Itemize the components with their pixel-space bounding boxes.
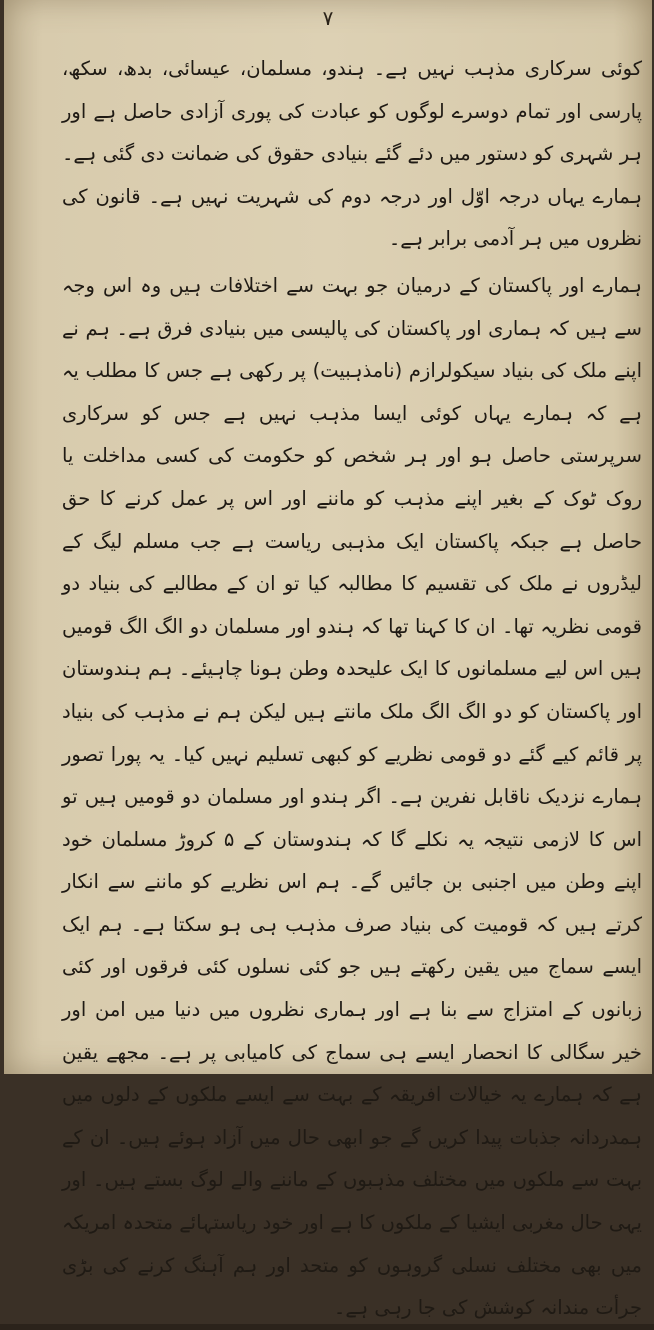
paragraph-1: کوئی سرکاری مذہب نہیں ہے۔ ہندو، مسلمان، عیسائی، بدھ، سکھ، پارسی اور تمام دوسرے لوگوں کو عبادت کی پوری آزادی حاصل ہے اور ہر شہری کو دستور میں دئے گئے بنیادی حقوق کی ضمانت دی گئی ہے۔ ہمارے یہاں درجہ اوّل اور درجہ دوم کی شہریت نہیں ہے۔ قانون کی نظروں میں ہر آدمی برابر ہے۔ [62,57,642,251]
paragraph-2: ہمارے اور پاکستان کے درمیان جو بہت سے اختلافات ہیں وہ اس وجہ سے ہیں کہ ہماری اور پاکستان کی پالیسی میں بنیادی فرق ہے۔ ہم نے اپنے ملک کی بنیاد سیکولرازم (نامذہبیت) پر رکھی ہے جس کا مطلب یہ ہے کہ ہمارے یہاں کوئی ایسا مذہب نہیں ہے جس کو سرکاری سرپرستی حاصل ہو اور ہر شخص کو حکومت کی کسی مداخلت یا روک ٹوک کے بغیر اپنے مذہب کو ماننے اور اس پر عمل کرنے کا حق حاصل ہے جبکہ پاکستان ایک مذہبی ریاست ہے جب مسلم لیگ کے لیڈروں نے ملک کی تقسیم کا مطالبہ کیا تو ان کے مطالبے کی بنیاد دو قومی نظریہ تھا۔ ان کا کہنا تھا کہ ہندو اور مسلمان دو الگ الگ قومیں ہیں اس لیے مسلمانوں کا ایک علیحدہ وطن ہونا چاہیئے۔ ہم ہندوستان اور پاکستان کو دو الگ الگ ملک مانتے ہیں لیکن ہم نے مذہب کی بنیاد پر قائم کیے گئے دو قومی نظریے کو کبھی تسلیم نہیں کیا۔ یہ پورا تصور ہمارے نزدیک ناقابل نفرین ہے۔ اگر ہندو اور مسلمان دو قومیں ہیں تو اس کا لازمی نتیجہ یہ نکلے گا کہ ہندوستان کے ۵ کروڑ مسلمان خود اپنے وطن میں اجنبی بن جائیں گے۔ ہم اس نظریے کو ماننے سے انکار کرتے ہیں کہ قومیت کی بنیاد صرف مذہب ہی ہو سکتا ہے۔ ہم ایک ایسے سماج میں یقین رکھتے ہیں جو کئی نسلوں کئی فرقوں اور کئی زبانوں کے امتزاج سے بنا ہے اور ہماری نظروں میں دنیا میں امن اور خیر سگالی کا انحصار ایسے ہی سماج کی کامیابی پر ہے۔ مجھے یقین ہے کہ ہمارے یہ خیالات افریقہ کے بہت سے ایسے ملکوں کے دلوں میں ہمدردانہ جذبات پیدا کریں گے جو ابھی حال میں آزاد ہوئے ہیں۔ ان کے بہت سے ملکوں میں مختلف مذہبوں کے ماننے والے لوگ بستے ہیں۔ اور یہی حال مغربی ایشیا کے ملکوں کا ہے اور خود ریاستہائے متحدہ امریکہ میں بھی مختلف نسلی گروہوں کو متحد اور ہم آہنگ کرنے کی بڑی جرأت مندانہ کوشش کی جا رہی ہے۔ [62,273,642,1320]
page-number: ۷ [322,6,334,30]
book-page [4,0,652,1320]
bottom-edge [0,1324,654,1330]
body-text [62,48,642,1330]
